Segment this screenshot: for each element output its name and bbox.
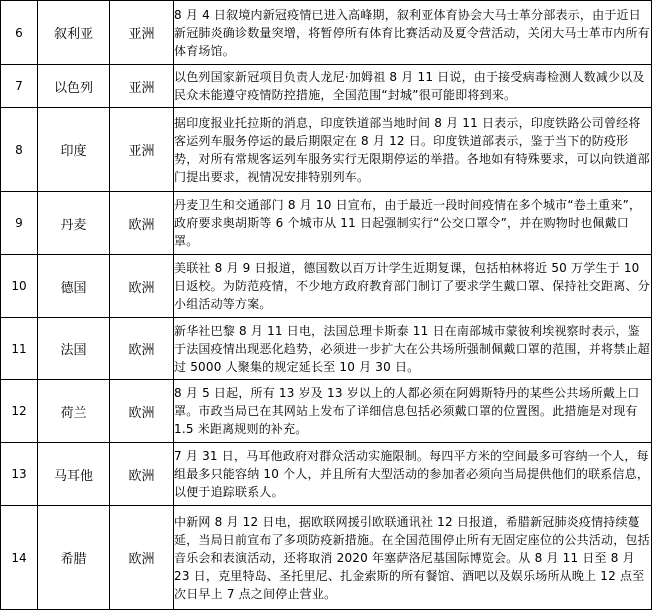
country-name: 马耳他 (38, 443, 110, 506)
table-row (1, 192, 652, 255)
table-row (1, 318, 652, 380)
region-name: 欧洲 (110, 380, 174, 443)
country-name: 印度 (38, 108, 110, 192)
description-text: 以色列国家新冠项目负责人龙尼·加姆祖 8 月 11 日说，由于接受病毒检测人数减少以及民众未能遵守疫情防控措施，全国范围“封城”很可能即将到来。 (174, 70, 645, 102)
region-name: 欧洲 (110, 506, 174, 610)
row-number: 8 (1, 108, 38, 192)
description-text: 据印度报业托拉斯的消息，印度铁道部当地时间 8 月 11 日表示，印度铁路公司曾经将客运列车服务停运的最后期限定在 8 月 12 日。印度铁道部表示，鉴于当下的防疫形势，对所有常规客运列车服务实行无限期停运的举措。各地如有特殊要求，可以向铁道部门提出要求，视情况安排特别列车。 (174, 115, 650, 184)
table-row (1, 443, 652, 506)
region-name: 欧洲 (110, 318, 174, 380)
measure-description (174, 443, 652, 506)
measure-description (174, 108, 652, 192)
region-name: 亚洲 (110, 1, 174, 65)
measure-description (174, 318, 652, 380)
table-row (1, 506, 652, 610)
row-number: 6 (1, 1, 38, 65)
country-name: 以色列 (38, 65, 110, 108)
country-name: 丹麦 (38, 192, 110, 255)
table-row (1, 255, 652, 318)
table-row (1, 65, 652, 108)
row-number: 11 (1, 318, 38, 380)
description-text: 7 月 31 日，马耳他政府对群众活动实施限制。每四平方米的空间最多可容纳一个人，每组最多只能容纳 10 个人，并且所有大型活动的参加者必须向当局提供他们的联系信息，以便于追踪联系人。 (174, 449, 650, 499)
row-number: 10 (1, 255, 38, 318)
country-name: 希腊 (38, 506, 110, 610)
description-text: 8 月 4 日叙境内新冠疫情已进入高峰期，叙利亚体育协会大马士革分部表示，由于近日新冠肺炎确诊数量突增，将暂停所有体育比赛活动及夏令营活动，关闭大马士革市内所有体育场馆。 (174, 7, 650, 58)
row-number: 7 (1, 65, 38, 108)
country-name: 德国 (38, 255, 110, 318)
table-row (1, 108, 652, 192)
country-name: 荷兰 (38, 380, 110, 443)
region-name: 欧洲 (110, 192, 174, 255)
description-text: 新华社巴黎 8 月 11 日电，法国总理卡斯泰 11 日在南部城市蒙彼利埃视察时表示，鉴于法国疫情出现恶化趋势，必须进一步扩大在公共场所强制佩戴口罩的范围，并将禁止超过 5000 人聚集的规定延长至 10 月 30 日。 (174, 323, 650, 374)
measure-description (174, 255, 652, 318)
region-name: 欧洲 (110, 443, 174, 506)
region-name: 欧洲 (110, 255, 174, 318)
description-text: 8 月 5 日起，所有 13 岁及 13 岁以上的人都必须在阿姆斯特丹的某些公共场所戴上口罩。市政当局已在其网站上发布了详细信息包括必须戴口罩的位置图。此措施是对现有 1.5 米距离规则的补充。 (174, 386, 640, 436)
region-name: 亚洲 (110, 65, 174, 108)
country-name: 法国 (38, 318, 110, 380)
measure-description (174, 380, 652, 443)
row-number: 13 (1, 443, 38, 506)
region-name: 亚洲 (110, 108, 174, 192)
country-name: 叙利亚 (38, 1, 110, 65)
measure-description (174, 506, 652, 610)
table-row (1, 1, 652, 65)
description-text: 丹麦卫生和交通部门 8 月 10 日宣布，由于最近一段时间疫情在多个城市“卷土重来”，政府要求奥胡斯等 6 个城市从 11 日起强制实行“公交口罩令”，并在购物时也佩戴口罩。 (174, 198, 642, 248)
description-text: 中新网 8 月 12 日电，据欧联网援引欧联通讯社 12 日报道，希腊新冠肺炎疫情持续蔓延，当局日前宣布了多项防疫新措施。在全国范围停止所有无固定座位的公共活动，包括音乐会和表演活动，还将取消 2020 年塞萨洛尼基国际博览会。从 8 月 11 日至 8 月 23 日，克里特岛、圣托里尼、扎金索斯的所有餐馆、酒吧以及娱乐场所从晚上 12 点至次日早上 7 点之间停止营业。 (174, 514, 650, 601)
measure-description (174, 65, 652, 108)
row-number: 12 (1, 380, 38, 443)
row-number: 9 (1, 192, 38, 255)
description-text: 美联社 8 月 9 日报道，德国数以百万计学生近期复课，包括柏林将近 50 万学生于 10 日返校。为防范疫情，不少地方政府教育部门制订了要求学生戴口罩、保持社交距离、分小组活动等方案。 (174, 261, 650, 311)
measure-description (174, 192, 652, 255)
measure-description (174, 1, 652, 65)
table-row (1, 380, 652, 443)
row-number: 14 (1, 506, 38, 610)
